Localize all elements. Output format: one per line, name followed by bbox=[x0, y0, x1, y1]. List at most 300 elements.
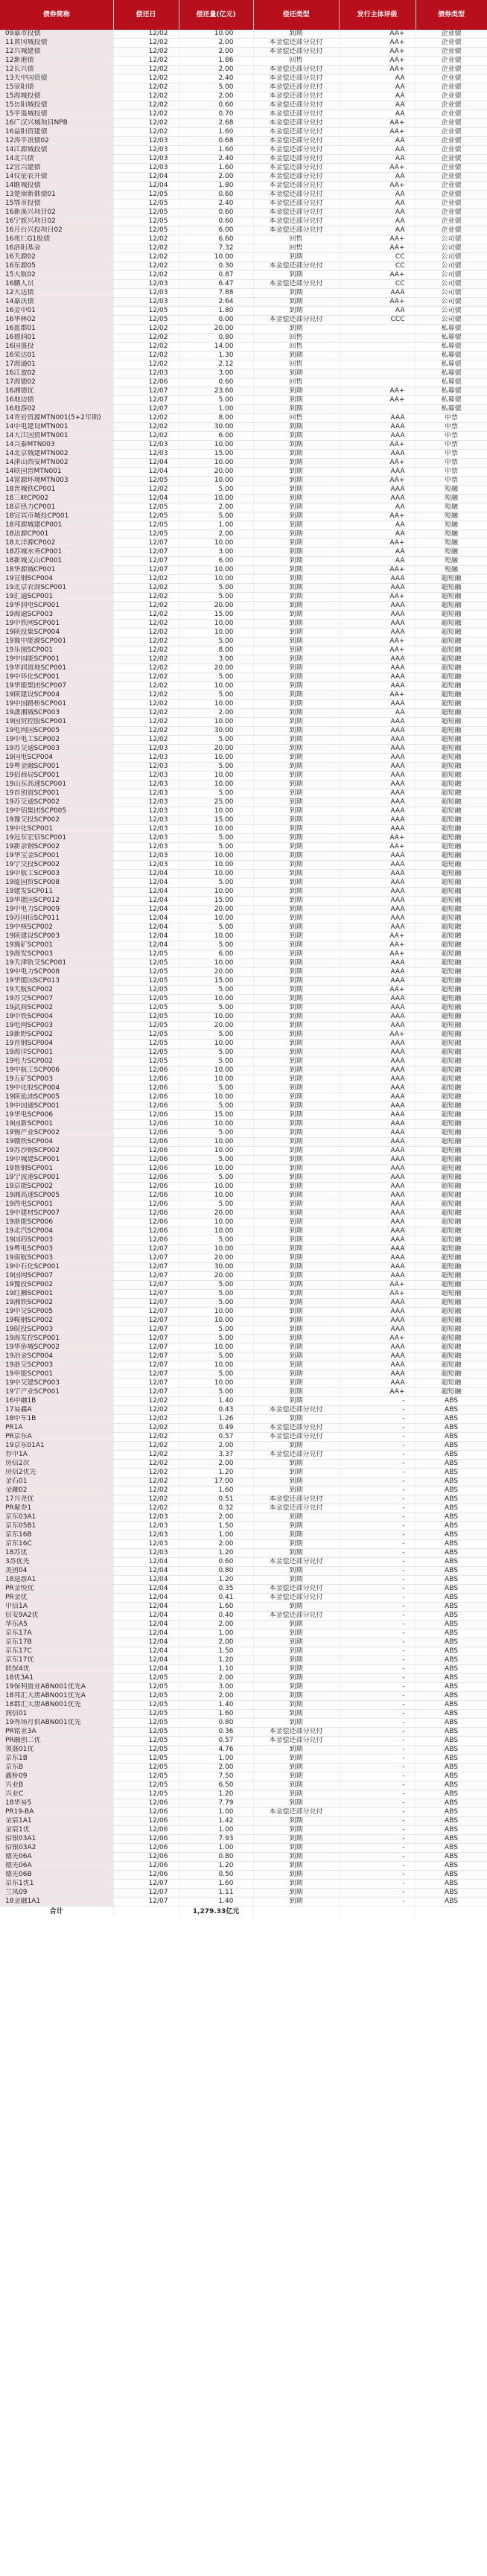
table-row bbox=[0, 1308, 487, 1317]
table-row bbox=[0, 1513, 487, 1522]
issuer-rating-cell: AAA bbox=[339, 772, 416, 780]
repay-type-cell: 到期 bbox=[253, 387, 339, 396]
repay-type-cell: 到期 bbox=[253, 486, 339, 494]
bond-category-cell: 超短融 bbox=[416, 745, 487, 754]
repay-type-cell: 到期 bbox=[253, 1835, 339, 1844]
bond-name-cell: 15鄂市投债 bbox=[0, 200, 113, 209]
repay-date-cell: 12/02 bbox=[113, 1451, 179, 1460]
repay-type-cell: 到期 bbox=[253, 1790, 339, 1799]
repay-date-cell: 12/04 bbox=[113, 468, 179, 477]
table-row bbox=[0, 959, 487, 968]
table-row bbox=[0, 1335, 487, 1343]
table-row bbox=[0, 1478, 487, 1486]
repay-date-cell: 12/06 bbox=[113, 1192, 179, 1200]
table-row bbox=[0, 995, 487, 1004]
repay-type-cell: 到期 bbox=[253, 950, 339, 959]
issuer-rating-cell: AA+ bbox=[339, 298, 416, 307]
repay-type-cell: 到期 bbox=[253, 1826, 339, 1835]
repay-date-cell: 12/04 bbox=[113, 941, 179, 950]
issuer-rating-cell: AAA bbox=[339, 888, 416, 897]
issuer-rating-cell: AAA bbox=[339, 789, 416, 798]
issuer-rating-cell: AAA bbox=[339, 414, 416, 423]
bond-name-cell: 19国电SCP004 bbox=[0, 754, 113, 763]
repay-amount-cell: 10.00 bbox=[179, 629, 253, 637]
table-row bbox=[0, 1111, 487, 1120]
bond-category-cell: 超短融 bbox=[416, 584, 487, 593]
bond-category-cell: ABS bbox=[416, 1486, 487, 1495]
issuer-rating-cell: AA bbox=[339, 548, 416, 557]
repay-date-cell: 12/04 bbox=[113, 1656, 179, 1665]
repay-amount-cell: 1.60 bbox=[179, 164, 253, 173]
repay-amount-cell: 1.60 bbox=[179, 1710, 253, 1719]
bond-name-cell: 19海洋SCP001 bbox=[0, 1049, 113, 1058]
repay-type-cell: 到期 bbox=[253, 1746, 339, 1755]
repay-date-cell: 12/07 bbox=[113, 1335, 179, 1343]
bond-category-cell: 超短融 bbox=[416, 1183, 487, 1192]
issuer-rating-cell: AA+ bbox=[339, 66, 416, 74]
issuer-rating-cell: AA bbox=[339, 530, 416, 539]
repay-date-cell: 12/07 bbox=[113, 548, 179, 557]
issuer-rating-cell: - bbox=[339, 1764, 416, 1772]
bond-category-cell: 超短融 bbox=[416, 834, 487, 843]
issuer-rating-cell: AAA bbox=[339, 1308, 416, 1317]
table-row bbox=[0, 1460, 487, 1469]
issuer-rating-cell: AAA bbox=[339, 798, 416, 807]
bond-category-cell: 超短融 bbox=[416, 1013, 487, 1022]
bond-name-cell: PR金悦优 bbox=[0, 1585, 113, 1594]
issuer-rating-cell: AAA bbox=[339, 584, 416, 593]
repay-date-cell: 12/04 bbox=[113, 173, 179, 182]
repay-date-cell: 12/04 bbox=[113, 1621, 179, 1629]
repay-amount-cell: 0.60 bbox=[179, 1558, 253, 1567]
bond-name-cell: 19宣钢SCP004 bbox=[0, 575, 113, 584]
repay-type-cell: 到期 bbox=[253, 807, 339, 816]
repay-amount-cell: 2.00 bbox=[179, 1442, 253, 1451]
bond-category-cell: ABS bbox=[416, 1746, 487, 1755]
repay-date-cell: 12/02 bbox=[113, 92, 179, 101]
repay-date-cell: 12/05 bbox=[113, 1781, 179, 1790]
repay-date-cell: 12/07 bbox=[113, 557, 179, 566]
table-row bbox=[0, 1388, 487, 1397]
issuer-rating-cell: - bbox=[339, 1478, 416, 1486]
issuer-rating-cell: AAA bbox=[339, 1111, 416, 1120]
table-row bbox=[0, 432, 487, 441]
repay-type-cell: 到期 bbox=[253, 1799, 339, 1808]
repay-type-cell: 到期 bbox=[253, 1066, 339, 1075]
repay-date-cell: 12/02 bbox=[113, 1495, 179, 1504]
table-row bbox=[0, 1156, 487, 1165]
repay-date-cell: 12/05 bbox=[113, 986, 179, 995]
repay-amount-cell: 1.00 bbox=[179, 1755, 253, 1764]
repay-date-cell: 12/05 bbox=[113, 1692, 179, 1701]
table-row bbox=[0, 655, 487, 664]
issuer-rating-cell: - bbox=[339, 1504, 416, 1513]
repay-date-cell: 12/07 bbox=[113, 1254, 179, 1263]
table-row bbox=[0, 1665, 487, 1674]
issuer-rating-cell: AAA bbox=[339, 718, 416, 727]
issuer-rating-cell: AAA bbox=[339, 745, 416, 754]
repay-amount-cell: 10.00 bbox=[179, 1075, 253, 1084]
bond-category-cell: 超短融 bbox=[416, 1227, 487, 1236]
repay-type-cell: 到期 bbox=[253, 1621, 339, 1629]
issuer-rating-cell: AA+ bbox=[339, 48, 416, 57]
table-row bbox=[0, 1558, 487, 1567]
issuer-rating-cell: AAA bbox=[339, 1102, 416, 1111]
repay-date-cell: 12/06 bbox=[113, 1111, 179, 1120]
bond-name-cell: 14中电建设MTN001 bbox=[0, 423, 113, 432]
table-row bbox=[0, 1808, 487, 1817]
bond-name-cell: 19红狮SCP001 bbox=[0, 1290, 113, 1299]
issuer-rating-cell: - bbox=[339, 1406, 416, 1415]
repay-type-cell: 本金偿还部分兑付 bbox=[253, 137, 339, 146]
repay-amount-cell: 5.00 bbox=[179, 1281, 253, 1290]
table-row bbox=[0, 1880, 487, 1889]
bond-category-cell: 超短融 bbox=[416, 718, 487, 727]
issuer-rating-cell: AAA bbox=[339, 655, 416, 664]
repay-date-cell: 12/02 bbox=[113, 1486, 179, 1495]
repay-amount-cell: 10.00 bbox=[179, 1361, 253, 1370]
repay-type-cell: 到期 bbox=[253, 932, 339, 941]
bond-name-cell: 19中铁SCP004 bbox=[0, 1013, 113, 1022]
repay-type-cell: 回售 bbox=[253, 343, 339, 352]
bond-name-cell: PR1A bbox=[0, 1424, 113, 1433]
issuer-rating-cell: AAA bbox=[339, 1165, 416, 1174]
table-row bbox=[0, 637, 487, 646]
bond-category-cell: ABS bbox=[416, 1772, 487, 1781]
repay-date-cell: 12/07 bbox=[113, 1272, 179, 1281]
issuer-rating-cell: AA bbox=[339, 146, 416, 155]
repay-amount-cell: 0.35 bbox=[179, 1585, 253, 1594]
table-row bbox=[0, 1638, 487, 1647]
repay-date-cell: 12/02 bbox=[113, 325, 179, 334]
bond-category-cell: 超短融 bbox=[416, 1049, 487, 1058]
table-row bbox=[0, 271, 487, 280]
repay-amount-cell: 0.57 bbox=[179, 1737, 253, 1746]
table-row bbox=[0, 423, 487, 432]
table-row bbox=[0, 1451, 487, 1460]
repay-date-cell: 12/04 bbox=[113, 1576, 179, 1585]
repay-type-cell: 到期 bbox=[253, 1200, 339, 1209]
bond-name-cell: 19陕建设SCP004 bbox=[0, 691, 113, 700]
bond-category-cell: 中票 bbox=[416, 414, 487, 423]
table-row bbox=[0, 1674, 487, 1683]
issuer-rating-cell: AA+ bbox=[339, 1290, 416, 1299]
bond-category-cell: 中票 bbox=[416, 459, 487, 468]
bond-category-cell: 超短融 bbox=[416, 1129, 487, 1138]
bond-name-cell: 19中铁网SCP001 bbox=[0, 620, 113, 629]
bond-category-cell: ABS bbox=[416, 1674, 487, 1683]
bond-name-cell: 19冶金SCP004 bbox=[0, 1352, 113, 1361]
issuer-rating-cell: AAA bbox=[339, 780, 416, 789]
repay-amount-cell: 1.26 bbox=[179, 1415, 253, 1424]
issuer-rating-cell: AA+ bbox=[339, 39, 416, 48]
repay-type-cell: 到期 bbox=[253, 253, 339, 262]
repay-amount-cell: 1.42 bbox=[179, 1817, 253, 1826]
repay-type-cell: 本金偿还部分兑付 bbox=[253, 39, 339, 48]
bond-category-cell: ABS bbox=[416, 1522, 487, 1531]
bond-category-cell: ABS bbox=[416, 1594, 487, 1603]
repay-amount-cell: 10.00 bbox=[179, 700, 253, 709]
bond-category-cell: 企业债 bbox=[416, 155, 487, 164]
bond-name-cell: 19陕投集SCP004 bbox=[0, 629, 113, 637]
bond-name-cell: 16宁旅兴项目02 bbox=[0, 217, 113, 226]
issuer-rating-cell: AA+ bbox=[339, 512, 416, 521]
table-row bbox=[0, 155, 487, 164]
total-spacer bbox=[113, 1906, 179, 1918]
issuer-rating-cell: - bbox=[339, 1612, 416, 1621]
table-row bbox=[0, 66, 487, 74]
table-row bbox=[0, 1701, 487, 1710]
bond-category-cell: 超短融 bbox=[416, 620, 487, 629]
repay-amount-cell: 10.00 bbox=[179, 1093, 253, 1102]
repay-type-cell: 到期 bbox=[253, 575, 339, 584]
header-repay-date: 偿还日 bbox=[113, 0, 179, 30]
table-row bbox=[0, 1504, 487, 1513]
issuer-rating-cell: - bbox=[339, 1576, 416, 1585]
repay-date-cell: 12/04 bbox=[113, 888, 179, 897]
bond-name-cell: 12涛平浪债02 bbox=[0, 137, 113, 146]
repay-type-cell: 到期 bbox=[253, 503, 339, 512]
bond-category-cell: 企业债 bbox=[416, 217, 487, 226]
table-row bbox=[0, 968, 487, 977]
table-row bbox=[0, 584, 487, 593]
bond-category-cell: 超短融 bbox=[416, 807, 487, 816]
bond-category-cell: ABS bbox=[416, 1692, 487, 1701]
repay-amount-cell: 15.00 bbox=[179, 611, 253, 620]
table-row bbox=[0, 459, 487, 468]
repay-type-cell: 回售 bbox=[253, 235, 339, 244]
repay-type-cell: 到期 bbox=[253, 1683, 339, 1692]
table-row bbox=[0, 1871, 487, 1880]
repay-amount-cell: 1.30 bbox=[179, 352, 253, 360]
repay-date-cell: 12/02 bbox=[113, 414, 179, 423]
bond-category-cell: 企业债 bbox=[416, 66, 487, 74]
repay-type-cell: 到期 bbox=[253, 1719, 339, 1728]
bond-category-cell: 超短融 bbox=[416, 629, 487, 637]
repay-amount-cell: 0.40 bbox=[179, 1612, 253, 1621]
bond-category-cell: ABS bbox=[416, 1469, 487, 1478]
bond-category-cell: ABS bbox=[416, 1799, 487, 1808]
table-row bbox=[0, 1326, 487, 1335]
repay-amount-cell: 2.00 bbox=[179, 1621, 253, 1629]
repay-type-cell: 到期 bbox=[253, 1299, 339, 1308]
repay-date-cell: 12/02 bbox=[113, 432, 179, 441]
bond-name-cell: 京东1B bbox=[0, 1755, 113, 1764]
repay-date-cell: 12/06 bbox=[113, 1102, 179, 1111]
repay-type-cell: 到期 bbox=[253, 584, 339, 593]
table-row bbox=[0, 906, 487, 915]
table-row bbox=[0, 146, 487, 155]
bond-name-cell: 18苏优 bbox=[0, 1549, 113, 1558]
bond-name-cell: 19浙能SCP006 bbox=[0, 1218, 113, 1227]
repay-date-cell: 12/05 bbox=[113, 200, 179, 209]
bond-category-cell: 企业债 bbox=[416, 119, 487, 128]
repay-amount-cell: 10.00 bbox=[179, 772, 253, 780]
issuer-rating-cell: AA+ bbox=[339, 441, 416, 450]
repay-amount-cell: 2.40 bbox=[179, 74, 253, 83]
bond-category-cell: 超短融 bbox=[416, 1004, 487, 1013]
bond-name-cell: 19宁波港SCP001 bbox=[0, 1174, 113, 1183]
repay-amount-cell: 1.00 bbox=[179, 1808, 253, 1817]
table-row bbox=[0, 602, 487, 611]
bond-name-cell: 19中环化SCP001 bbox=[0, 673, 113, 682]
repay-amount-cell: 20.00 bbox=[179, 968, 253, 977]
issuer-rating-cell: AA+ bbox=[339, 834, 416, 843]
repay-date-cell: 12/07 bbox=[113, 1308, 179, 1317]
bond-name-cell: 16华林02 bbox=[0, 316, 113, 325]
repay-type-cell: 到期 bbox=[253, 477, 339, 486]
repay-amount-cell: 10.00 bbox=[179, 718, 253, 727]
bond-name-cell: 19浙交SCP003 bbox=[0, 1361, 113, 1370]
repay-type-cell: 到期 bbox=[253, 352, 339, 360]
bond-name-cell: 19苏交通SCP003 bbox=[0, 745, 113, 754]
repay-date-cell: 12/03 bbox=[113, 146, 179, 155]
table-row bbox=[0, 1612, 487, 1621]
repay-date-cell: 12/04 bbox=[113, 923, 179, 932]
repay-amount-cell: 5.00 bbox=[179, 1031, 253, 1040]
bond-name-cell: 14青岩资源MTN001(5+2年期) bbox=[0, 414, 113, 423]
bond-category-cell: ABS bbox=[416, 1460, 487, 1469]
bond-name-cell: 16天源02 bbox=[0, 253, 113, 262]
repay-amount-cell: 3.00 bbox=[179, 548, 253, 557]
repay-amount-cell: 0.36 bbox=[179, 1728, 253, 1737]
bond-name-cell: 兴业B bbox=[0, 1781, 113, 1790]
repay-type-cell: 本金偿还部分兑付 bbox=[253, 155, 339, 164]
table-row bbox=[0, 1790, 487, 1799]
repay-type-cell: 到期 bbox=[253, 763, 339, 772]
repay-date-cell: 12/07 bbox=[113, 1352, 179, 1361]
bond-name-cell: 金宸1优 bbox=[0, 1826, 113, 1835]
bond-category-cell: 企业债 bbox=[416, 191, 487, 200]
repay-amount-cell: 1.86 bbox=[179, 57, 253, 66]
repay-amount-cell: 1.20 bbox=[179, 1656, 253, 1665]
bond-name-cell: 信安9A2优 bbox=[0, 1612, 113, 1621]
table-row bbox=[0, 879, 487, 888]
header-repay-amount: 偿还量(亿元) bbox=[179, 0, 253, 30]
table-row bbox=[0, 754, 487, 763]
repay-amount-cell: 6.00 bbox=[179, 557, 253, 566]
repay-amount-cell: 3.37 bbox=[179, 1451, 253, 1460]
repay-type-cell: 到期 bbox=[253, 289, 339, 298]
bond-name-cell: 19豫投SCP002 bbox=[0, 1281, 113, 1290]
bond-category-cell: 公司债 bbox=[416, 289, 487, 298]
repay-date-cell: 12/06 bbox=[113, 378, 179, 387]
repay-amount-cell: 10.00 bbox=[179, 959, 253, 968]
bond-category-cell: ABS bbox=[416, 1549, 487, 1558]
repay-amount-cell: 10.00 bbox=[179, 1218, 253, 1227]
repay-date-cell: 12/02 bbox=[113, 235, 179, 244]
issuer-rating-cell: AAA bbox=[339, 1174, 416, 1183]
table-row bbox=[0, 325, 487, 334]
table-row bbox=[0, 852, 487, 861]
issuer-rating-cell: AA bbox=[339, 557, 416, 566]
bond-category-cell: ABS bbox=[416, 1844, 487, 1853]
table-row bbox=[0, 307, 487, 316]
repay-amount-cell: 4.76 bbox=[179, 1746, 253, 1755]
bond-name-cell: 19鲁钢SCP001 bbox=[0, 1165, 113, 1174]
bond-category-cell: 超短融 bbox=[416, 995, 487, 1004]
bond-category-cell: 企业债 bbox=[416, 74, 487, 83]
bond-name-cell: 19厦国贸SCP008 bbox=[0, 879, 113, 888]
table-row bbox=[0, 1647, 487, 1656]
table-row bbox=[0, 1746, 487, 1755]
bond-category-cell: 短融 bbox=[416, 512, 487, 521]
bond-category-cell: ABS bbox=[416, 1495, 487, 1504]
bond-category-cell: 企业债 bbox=[416, 48, 487, 57]
table-row bbox=[0, 816, 487, 825]
bond-category-cell: 超短融 bbox=[416, 1352, 487, 1361]
repay-date-cell: 12/07 bbox=[113, 1379, 179, 1388]
issuer-rating-cell: AA+ bbox=[339, 986, 416, 995]
repay-amount-cell: 5.00 bbox=[179, 1156, 253, 1165]
repay-amount-cell: 8.00 bbox=[179, 646, 253, 655]
repay-date-cell: 12/02 bbox=[113, 575, 179, 584]
repay-date-cell: 12/02 bbox=[113, 1504, 179, 1513]
repay-amount-cell: 10.00 bbox=[179, 1138, 253, 1147]
bond-name-cell: 19华润电SCP001 bbox=[0, 602, 113, 611]
repay-date-cell: 12/02 bbox=[113, 629, 179, 637]
repay-date-cell: 12/02 bbox=[113, 1415, 179, 1424]
bond-name-cell: 京东16C bbox=[0, 1540, 113, 1549]
bond-name-cell: 14北兴债 bbox=[0, 155, 113, 164]
repay-type-cell: 到期 bbox=[253, 798, 339, 807]
bond-name-cell: 19申能SCP001 bbox=[0, 1370, 113, 1379]
bond-category-cell: 超短融 bbox=[416, 1156, 487, 1165]
issuer-rating-cell: AAA bbox=[339, 807, 416, 816]
table-row bbox=[0, 1254, 487, 1263]
table-row bbox=[0, 691, 487, 700]
bond-category-cell: ABS bbox=[416, 1406, 487, 1415]
issuer-rating-cell: - bbox=[339, 1522, 416, 1531]
issuer-rating-cell: - bbox=[339, 1683, 416, 1692]
repay-type-cell: 到期 bbox=[253, 968, 339, 977]
repay-date-cell: 12/03 bbox=[113, 1522, 179, 1531]
issuer-rating-cell bbox=[339, 360, 416, 369]
repay-date-cell: 12/02 bbox=[113, 1406, 179, 1415]
bond-name-cell: 15荥阳债 bbox=[0, 83, 113, 92]
repay-type-cell: 到期 bbox=[253, 548, 339, 557]
issuer-rating-cell: AAA bbox=[339, 611, 416, 620]
repay-amount-cell: 5.00 bbox=[179, 763, 253, 772]
repay-date-cell: 12/06 bbox=[113, 1799, 179, 1808]
repay-date-cell: 12/05 bbox=[113, 977, 179, 986]
table-row bbox=[0, 1495, 487, 1504]
repay-date-cell: 12/03 bbox=[113, 441, 179, 450]
repay-type-cell: 到期 bbox=[253, 432, 339, 441]
repay-amount-cell: 1.50 bbox=[179, 1647, 253, 1656]
repay-type-cell: 本金偿还部分兑付 bbox=[253, 1612, 339, 1621]
repay-amount-cell: 1.60 bbox=[179, 1486, 253, 1495]
issuer-rating-cell: AAA bbox=[339, 1084, 416, 1093]
bond-name-cell: 19苏沙钢SCP002 bbox=[0, 1147, 113, 1156]
repay-date-cell: 12/02 bbox=[113, 48, 179, 57]
issuer-rating-cell: - bbox=[339, 1451, 416, 1460]
bond-category-cell: 超短融 bbox=[416, 1138, 487, 1147]
bond-name-cell: 华东A5 bbox=[0, 1621, 113, 1629]
repay-type-cell: 到期 bbox=[253, 1629, 339, 1638]
table-row bbox=[0, 1129, 487, 1138]
bond-category-cell: 私募债 bbox=[416, 387, 487, 396]
bond-category-cell: 超短融 bbox=[416, 1317, 487, 1326]
repay-amount-cell: 10.00 bbox=[179, 915, 253, 923]
issuer-rating-cell: AAA bbox=[339, 682, 416, 691]
table-row bbox=[0, 789, 487, 798]
repay-date-cell: 12/06 bbox=[113, 1147, 179, 1156]
issuer-rating-cell: AAA bbox=[339, 423, 416, 432]
repay-amount-cell: 10.00 bbox=[179, 1066, 253, 1075]
bond-category-cell: 超短融 bbox=[416, 915, 487, 923]
repay-amount-cell: 2.00 bbox=[179, 530, 253, 539]
